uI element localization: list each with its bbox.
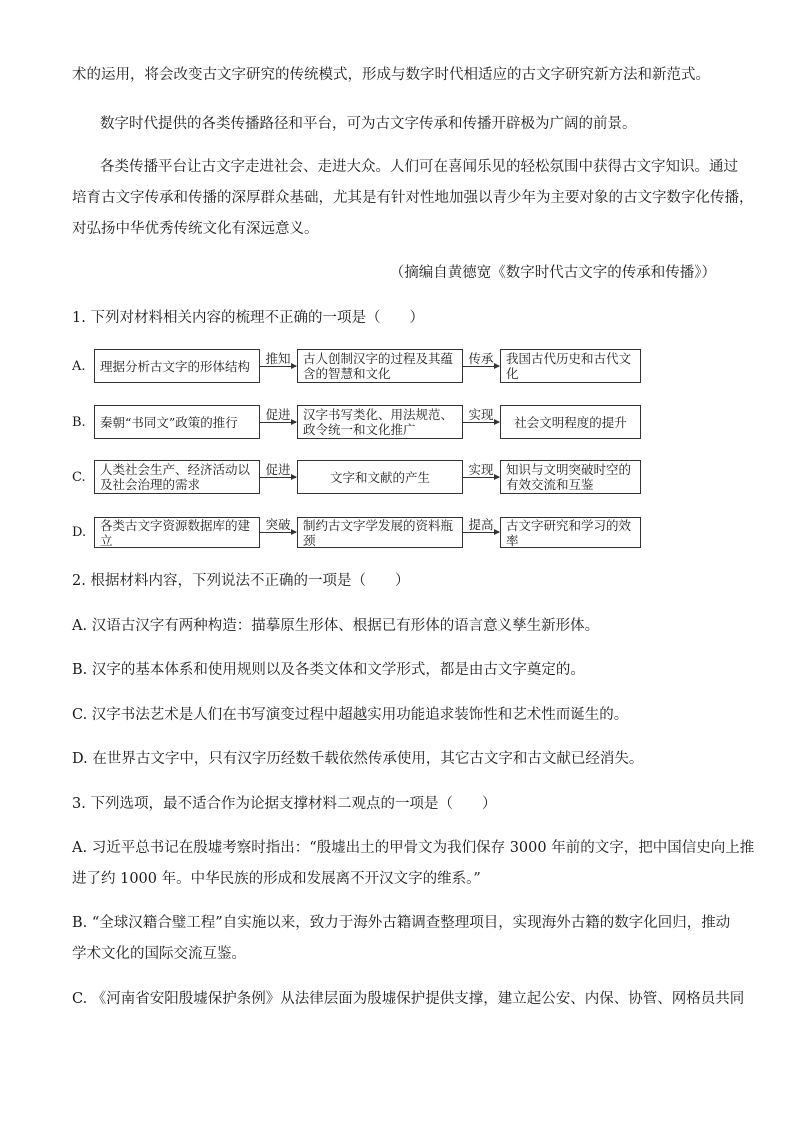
passage-paragraph-line: 对弘扬中华优秀传统文化有深远意义。 [72,221,319,237]
flow-box-middle: 汉字书写类化、用法规范、政令统一和文化推广 [297,405,463,439]
option-label: D. [72,525,87,540]
arrow-label: 促进 [265,462,291,477]
arrow-label: 实现 [468,407,494,422]
flow-box-result: 古文字研究和学习的效率 [500,517,641,548]
arrow-label: 突破 [265,517,291,532]
flow-box-result: 知识与文明突破时空的有效交流和互鉴 [500,460,641,494]
question-3-option-a-line1: A. 习近平总书记在殷墟考察时指出：“殷墟出土的甲骨文为我们保存 3000 年前的文字，把中国信史向上推 [72,840,755,856]
question-2-option-b: B. 汉字的基本体系和使用规则以及各类文体和文学形式，都是由古文字奠定的。 [72,662,585,678]
question-2-option-c: C. 汉字书法艺术是人们在书写演变过程中超越实用功能追求装饰性和艺术性而诞生的。 [72,707,629,723]
flow-box-result: 我国古代历史和古代文化 [500,349,641,383]
passage-paragraph-line: 各类传播平台让古文字走进社会、走进大众。人们可在喜闻乐见的轻松氛围中获得古文字知识。通过 [100,159,738,175]
question-3-option-b-line1: B. “全球汉籍合璧工程”自实施以来，致力于海外古籍调查整理项目，实现海外古籍的数字化回归，推动 [72,915,731,931]
flow-box-cause: 各类古文字资源数据库的建立 [94,517,260,548]
question-2-stem: 2. 根据材料内容，下列说法不正确的一项是（ ） [72,573,410,589]
passage-paragraph-line: 培育古文字传承和传播的深厚群众基础，尤其是有针对性地加强以青少年为主要对象的古文字数字化传播， [72,190,754,206]
arrow-label: 实现 [468,462,494,477]
arrow-label: 推知 [265,351,291,366]
question-3-option-c-line1: C. 《河南省安阳殷墟保护条例》从法律层面为殷墟保护提供支撑，建立起公安、内保、协管、网格员共同 [72,991,745,1007]
flow-box-middle: 文字和文献的产生 [297,460,463,494]
arrow-label: 促进 [265,407,291,422]
option-label: A. [72,359,86,374]
question-2-option-d: D. 在世界古文字中，只有汉字历经数千载依然传承使用，其它古文字和古文献已经消失。 [72,751,644,767]
passage-paragraph: 数字时代提供的各类传播路径和平台，可为古文字传承和传播开辟极为广阔的前景。 [100,116,637,132]
flow-box-cause: 理据分析古文字的形体结构 [94,349,260,383]
source-citation: （摘编自黄德宽《数字时代古文字的传承和传播》） [389,265,716,281]
flow-box-cause: 秦朝“书同文”政策的推行 [94,405,260,439]
flow-box-middle: 古人创制汉字的过程及其蕴含的智慧和文化 [297,349,463,383]
question-3-option-a-line2: 进了约 1000 年。中华民族的形成和发展离不开汉文字的维系。” [72,871,481,887]
arrow-label: 提高 [468,517,494,532]
question-3-option-b-line2: 学术文化的国际交流互鉴。 [72,946,246,962]
option-label: C. [72,470,86,485]
question-2-option-a: A. 汉语古汉字有两种构造：描摹原生形体、根据已有形体的语言意义孳生新形体。 [72,618,600,634]
flow-box-cause: 人类社会生产、经济活动以及社会治理的需求 [94,460,260,494]
arrow-label: 传承 [468,351,494,366]
option-label: B. [72,415,86,430]
question-3-stem: 3. 下列选项，最不适合作为论据支撑材料二观点的一项是（ ） [72,796,497,812]
flow-box-result: 社会文明程度的提升 [500,405,641,439]
flow-box-middle: 制约古文字学发展的资料瓶颈 [297,517,463,548]
passage-paragraph-end: 术的运用，将会改变古文字研究的传统模式，形成与数字时代相适应的古文字研究新方法和新范式。 [72,67,710,83]
question-1-stem: 1. 下列对材料相关内容的梳理不正确的一项是（ ） [72,310,424,326]
